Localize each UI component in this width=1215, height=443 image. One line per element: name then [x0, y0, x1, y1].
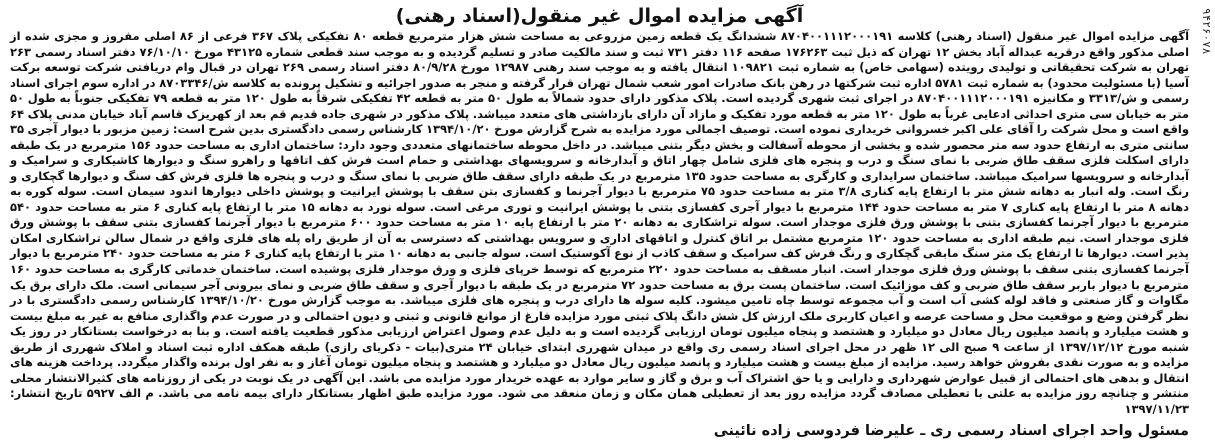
notice-title: آگهی مزایده اموال غیر منقول(اسناد رهنی) [395, 5, 804, 27]
notice-body: آگهی مزایده اموال غیر منقول (اسناد رهنی) کلاسه ۸۷۰۴۰۰۱۱۱۲۰۰۰۱۹۱ ششدانگ یک قطعه زمین مزروعی به مساحت شش هزار مترمربع قطعه ۸۰ تفکیکی پلاک ۳۶۷ فرعی از ۸۶ اصلی مفروز و مجزی شده از اصلی مذکور واقع درقریه عبداله آباد بخش ۱۲ تهران که ذیل ثبت ۱۷۶۲۶۳ صفحه ۱۱۶ دفتر ۷۳۱ ثبت و سند مالکیت صادر و تسلیم گردیده و به موجب سند قطعی شماره ۴۳۱۲۵ مورخ ۷۶/۱۰/۱۰ دفتر اسناد رسمی ۲۶۳ تهران به شرکت تحقیقاتی و تولیدی رویتده (سهامی خاص) به شماره ثبت ۱۰۹۸۲۱ انتقال یافته و به موجب سند رهنی ۱۲۹۸۷ مورخ ۸۰/۹/۲۸ دفتر اسناد رسمی ۲۶۹ تهران در قبال وام دریافتی شرکت توسعه برکت آسیا (با مسئولیت محدود) به شماره ثبت ۵۷۸۱ اداره ثبت شرکتها در رهن بانک صادرات امور شعب شمال تهران قرار گرفته و منجر به صدور اجرائیه و تشکیل پرونده به کلاسه ش/۸۷۰۳۳۴۶ در اداره سوم اجرای اسناد رسمی و ش/۳۳۱۳ و مکانیزه ۸۷۰۴۰۰۱۱۱۲۰۰۰۱۹۱ در اجرای ثبت شهری گردیده است. پلاک مذکور دارای حدود شمالاً به طول ۵۰ متر به قطعه ۴۲ تفکیکی شرقاً به طول ۱۲۰ متر به قطعه ۷۹ تفکیکی جنوباً به طول ۵۰ متر به خیابان سی متری احداثی ادعایی غرباً به طول ۱۲۰ متر به قطعه مورد تفکیک و مازاد آن دارای بازداشتی های متعدد میباشد. پلاک مذکور در شهری جاده قدیم قم بعد از کهریزک قاسم آباد خیابان مدنی پلاک ۶۴ واقع است و محل شرکت را آقای علی اکبر خسروانی خریداری نموده است. توصیف اجمالی مورد مزایده به شرح گزارش مورخ ۱۳۹۴/۱۰/۲۰ کارشناس رسمی دادگستری بدین شرح است: زمین مزبور با دیوار آجری ۳۵ سانتی متری به ارتفاع حدود سه متر محصور شده و بخشی از محوطه آسفالت و بخش دیگر بتنی میباشد. در داخل محوطه ساختمانهای متعددی وجود دارد: ساختمان اداری به مساحت حدود ۱۵۶ مترمربع در یک طبقه دارای اسکلت فلزی سقف طاق ضربی با نمای سنگ و درب و پنجره های فلزی شامل چهار اتاق و آبدارخانه و سرویسهای بهداشتی و حمام است فرش کف اتاقها و راهرو سنگ و دیوارها کاشیکاری و سرامیک و آبدارخانه و سرویسها سرامیک میباشد. ساختمان سرایداری و کارگری به مساحت حدود ۱۳۵ مترمربع در یک طبقه دارای سقف طاق ضربی با نمای سنگ و درب و پنجره ها فلزی فرش کف سنگ و دیوارها گچکاری و رنگ است. وله انبار به دهانه شش متر با ارتفاع پایه کناری ۳/۸ متر به مساحت حدود ۷۵ مترمربع با دیوار آجرنما و کفسازی بتن سقف با پوشش ایرانیت و پوشش داخلی دیوارها اندود سیمان است. سوله کوره به دهانه ۸ متر با ارتفاع پایه کناری ۷ متر به مساحت حدود ۱۴۴ مترمربع با دیوار آجری کفسازی بتنی با پوشش ایرانیت و توری مرغی است. سوله نورد به دهانه ۱۵ متر با ارتفاع پایه کناری ۶ متر به مساحت حدود ۵۴۰ مترمربع با دیوار آجرنما کفسازی بتنی با پوشش ورق فلزی موجدار است. سوله تراشکاری به دهانه ۲۰ متر با ارتفاع پایه ۱۰ متر به مساحت حدود ۶۰۰ مترمربع با دیوار آجرنما کفسازی بتنی سقف با پوشش ورق فلزی موجدار است. نیم طبقه اداری به مساحت حدود ۱۲۰ مترمربع مشتمل بر اتاق کنترل و اتاقهای اداری و سرویس بهداشتی که دسترسی به آن از طریق راه پله های فلزی واقع در شمال سالن تراشکاری امکان پذیر است. دیوارها تا ارتفاع یک متر سنگ مابقی گچکاری و رنگ فرش کف سرامیک و سقف کاذب از نوع آکوستیک است. سوله جانبی به دهانه ۱۰ متر با ارتفاع پایه کناری ۶ متر به مساحت حدود ۲۴۰ مترمربع با دیوار آجرنما کفسازی بتنی سقف با پوشش ورق فلزی موجدار است. انبار مسقف به مساحت حدود ۲۲۰ مترمربع که توسط خرپای فلزی و ورق موجدار فلزی پوشیده است. ساختمان خدماتی کارگری به مساحت حدود ۱۶۰ مترمربع با دیوار باربر سقف طاق ضربی و کف موزائیک است. ساختمان پست برق به مساحت حدود ۷۲ مترمربع در یک طبقه با دیوار آجری و سقف طاق ضربی و نمای بیرونی آجر سیمانی است. ملک دارای برق یک مگاوات و گاز صنعتی و فاقد لوله کشی آب است و آب مجموعه توسط چاه تامین میشود. کلیه سوله ها دارای درب و پنجره های فلزی میباشد. به موجب گزارش مورخ ۱۳۹۴/۱۰/۲۰ کارشناس رسمی دادگستری با در نظر گرفتن وضع و موقعیت محل و مساحت عرصه و اعیان کاربری ملک ارزش کل شش دانگ پلاک ثبتی مورد مزایده فارغ از موانع قانونی و ثبتی و دیون احتمالی و در صورت عدم واگذاری منافع به غیر به مبلغ بیست و هشت میلیارد و پانصد میلیون ریال معادل دو میلیارد و هشتصد و پنجاه میلیون تومان ارزیابی گردیده است و به دلیل عدم وصول اعتراض ارزیابی مذکور قطعیت یافته است. و بنا به درخواست بستانکار در روز یک شنبه مورخ ۱۳۹۷/۱۲/۱۲ از ساعت ۹ صبح الی ۱۲ ظهر در محل اجرای اسناد رسمی ری واقع در میدان شهرری ابتدای خیابان ۲۴ متری(بیات - ذکریای رازی) طبقه همکف اداره ثبت اسناد و املاک شهرری از طریق مزایده و به صورت نقدی بفروش خواهد رسید. مزایده از مبلغ بیست و هشت میلیارد و پانصد میلیون ریال معادل دو میلیارد و هشتصد و پنجاه میلیون تومان آغاز و به نفر اول برنده واگذار میگردد. پرداخت هزینه های انتقال و بدهی های احتمالی از قبیل عوارض شهرداری و دارایی و یا حق اشتراک آب و برق و گاز و سایر موارد به عهده خریدار مورد مزایده می باشد. این آگهی در یک نوبت در یکی از روزنامه های کثیرالانتشار محلی منتشر و چنانچه روز مزایده به علتی با تعطیلی مصادف گردد مزایده روز بعد از تعطیلی همان مکان و زمان منعقد می شود. مورد مزایده طبق اظهار بستانکار دارای بیمه نامه می باشد. م الف ۵۹۲۷ تاریخ انتشار: ۱۳۹۷/۱۱/۲۳ [10, 29, 1190, 416]
side-reference-code: ۹۴۲۶۰۷۸ [1200, 8, 1213, 55]
notice-signature: مسئول واحد اجرای اسناد رسمی ری ـ علیرضا فردوسی زاده نائینی [713, 423, 1189, 440]
